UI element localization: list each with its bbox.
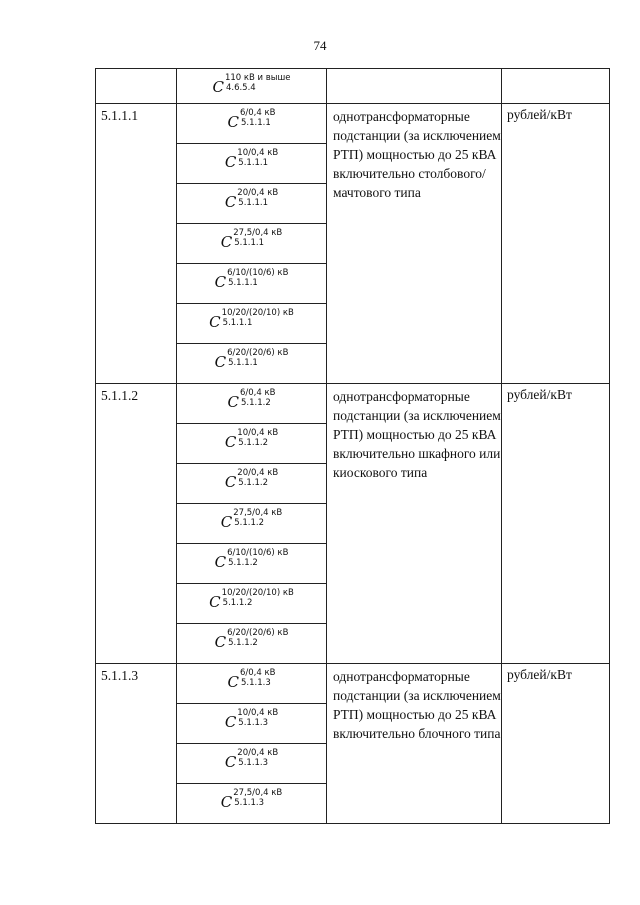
unit-cell-text: рублей/кВт <box>507 107 572 122</box>
rate-symbol-subscript: 5.1.1.1 <box>238 158 269 168</box>
rate-symbol-superscript: 6/0,4 кВ <box>240 388 276 398</box>
tariff-table <box>95 68 610 824</box>
rate-symbol-subscript: 4.6.5.4 <box>225 83 256 93</box>
description-cell <box>327 69 502 104</box>
table-row <box>96 384 610 424</box>
description-cell-text: однотрансформаторные подстанции (за исключением РТП) мощностью до 25 кВА включительно блочного типа <box>333 669 501 741</box>
rate-symbol-superscript: 6/10/(10/6) кВ <box>227 548 289 558</box>
rate-symbol-cell <box>177 584 327 624</box>
rate-symbol-letter: C <box>224 753 237 771</box>
code-cell-text: 5.1.1.3 <box>101 668 139 683</box>
rate-symbol-cell <box>177 224 327 264</box>
tariff-table-body <box>96 69 610 824</box>
rate-symbol-subscript: 5.1.1.1 <box>228 358 258 368</box>
rate-symbol-letter: C <box>220 793 233 811</box>
description-cell <box>327 384 502 664</box>
rate-symbol-subscript: 5.1.1.1 <box>228 278 258 288</box>
rate-symbol-cell <box>177 464 327 504</box>
rate-symbol <box>221 504 282 531</box>
rate-symbol-subscript: 5.1.1.2 <box>241 398 271 408</box>
table-row <box>96 664 610 704</box>
unit-cell-text: рублей/кВт <box>507 667 572 682</box>
rate-symbol-subscript: 5.1.1.1 <box>241 118 271 128</box>
rate-symbol-letter: C <box>224 713 237 731</box>
rate-symbol-letter: C <box>214 633 227 651</box>
rate-symbol-subscript: 5.1.1.2 <box>222 598 253 608</box>
rate-symbol-cell <box>177 304 327 344</box>
rate-symbol <box>225 744 278 771</box>
rate-symbol-cell <box>177 664 327 704</box>
rate-symbol-superscript: 20/0,4 кВ <box>237 748 279 758</box>
rate-symbol-cell <box>177 264 327 304</box>
rate-symbol-superscript: 27,5/0,4 кВ <box>233 508 283 518</box>
rate-symbol-subscript: 5.1.1.2 <box>238 438 269 448</box>
rate-symbol-superscript: 27,5/0,4 кВ <box>233 788 283 798</box>
code-cell-text: 5.1.1.2 <box>101 388 139 403</box>
rate-symbol-cell <box>177 184 327 224</box>
rate-symbol-cell <box>177 784 327 824</box>
rate-symbol <box>225 704 278 731</box>
rate-symbol-subscript: 5.1.1.3 <box>241 678 271 688</box>
rate-symbol-letter: C <box>224 433 237 451</box>
rate-symbol-superscript: 10/20/(20/10) кВ <box>221 308 294 318</box>
rate-symbol <box>225 464 278 491</box>
rate-symbol-subscript: 5.1.1.3 <box>234 798 264 808</box>
rate-symbol-letter: C <box>209 313 221 331</box>
rate-symbol-cell <box>177 704 327 744</box>
rate-symbol-letter: C <box>212 78 224 96</box>
rate-symbol-cell <box>177 744 327 784</box>
rate-symbol-letter: C <box>227 393 239 411</box>
rate-symbol-subscript: 5.1.1.1 <box>238 198 269 208</box>
unit-cell <box>502 664 610 824</box>
rate-symbol-letter: C <box>224 473 237 491</box>
rate-symbol-letter: C <box>214 273 227 291</box>
table-row <box>96 104 610 144</box>
rate-symbol-superscript: 20/0,4 кВ <box>237 188 279 198</box>
description-cell-text: однотрансформаторные подстанции (за исключением РТП) мощностью до 25 кВА включительно столбового/мачтового типа <box>333 109 501 200</box>
code-cell <box>96 69 177 104</box>
rate-symbol-letter: C <box>224 153 237 171</box>
table-row <box>96 69 610 104</box>
rate-symbol <box>228 664 276 691</box>
code-cell <box>96 104 177 384</box>
rate-symbol <box>221 784 282 811</box>
page-number: 74 <box>313 38 327 53</box>
rate-symbol-subscript: 5.1.1.3 <box>238 758 269 768</box>
unit-cell <box>502 384 610 664</box>
rate-symbol-superscript: 6/10/(10/6) кВ <box>227 268 289 278</box>
rate-symbol-letter: C <box>214 553 227 571</box>
rate-symbol-superscript: 6/20/(20/6) кВ <box>227 628 289 638</box>
rate-symbol <box>225 424 278 451</box>
rate-symbol <box>215 624 289 651</box>
rate-symbol <box>225 184 278 211</box>
rate-symbol-superscript: 10/0,4 кВ <box>237 428 279 438</box>
rate-symbol-subscript: 5.1.1.1 <box>234 238 264 248</box>
rate-symbol <box>225 144 278 171</box>
rate-symbol <box>228 384 276 411</box>
description-cell-text: однотрансформаторные подстанции (за исключением РТП) мощностью до 25 кВА включительно шкафного или киоскового типа <box>333 389 501 480</box>
rate-symbol-cell <box>177 344 327 384</box>
rate-symbol-subscript: 5.1.1.2 <box>228 558 258 568</box>
rate-symbol-cell <box>177 504 327 544</box>
rate-symbol-letter: C <box>220 233 233 251</box>
rate-symbol-cell <box>177 69 327 104</box>
unit-cell <box>502 69 610 104</box>
rate-symbol <box>212 69 290 96</box>
rate-symbol-superscript: 6/0,4 кВ <box>240 668 276 678</box>
rate-symbol-superscript: 10/0,4 кВ <box>237 148 279 158</box>
rate-symbol-letter: C <box>220 513 233 531</box>
rate-symbol-subscript: 5.1.1.2 <box>238 478 269 488</box>
rate-symbol-cell <box>177 104 327 144</box>
rate-symbol-superscript: 27,5/0,4 кВ <box>233 228 283 238</box>
rate-symbol-letter: C <box>209 593 221 611</box>
rate-symbol-superscript: 110 кВ и выше <box>224 73 291 83</box>
rate-symbol-superscript: 10/0,4 кВ <box>237 708 279 718</box>
rate-symbol-cell <box>177 144 327 184</box>
rate-symbol-cell <box>177 384 327 424</box>
rate-symbol <box>215 544 289 571</box>
rate-symbol <box>209 584 294 611</box>
rate-symbol-cell <box>177 624 327 664</box>
rate-symbol-superscript: 10/20/(20/10) кВ <box>221 588 294 598</box>
rate-symbol-subscript: 5.1.1.1 <box>222 318 253 328</box>
rate-symbol-superscript: 6/20/(20/6) кВ <box>227 348 289 358</box>
rate-symbol <box>215 344 289 371</box>
rate-symbol-letter: C <box>214 353 227 371</box>
description-cell <box>327 104 502 384</box>
code-cell-text: 5.1.1.1 <box>101 108 139 123</box>
rate-symbol <box>209 304 294 331</box>
rate-symbol-cell <box>177 544 327 584</box>
rate-symbol <box>215 264 289 291</box>
description-cell <box>327 664 502 824</box>
code-cell <box>96 384 177 664</box>
rate-symbol-cell <box>177 424 327 464</box>
rate-symbol-letter: C <box>227 113 239 131</box>
rate-symbol-superscript: 6/0,4 кВ <box>240 108 276 118</box>
rate-symbol-subscript: 5.1.1.2 <box>234 518 264 528</box>
code-cell <box>96 664 177 824</box>
rate-symbol-letter: C <box>227 673 239 691</box>
rate-symbol-subscript: 5.1.1.2 <box>228 638 258 648</box>
rate-symbol-superscript: 20/0,4 кВ <box>237 468 279 478</box>
rate-symbol <box>228 104 276 131</box>
rate-symbol-subscript: 5.1.1.3 <box>238 718 269 728</box>
rate-symbol <box>221 224 282 251</box>
rate-symbol-letter: C <box>224 193 237 211</box>
unit-cell <box>502 104 610 384</box>
unit-cell-text: рублей/кВт <box>507 387 572 402</box>
